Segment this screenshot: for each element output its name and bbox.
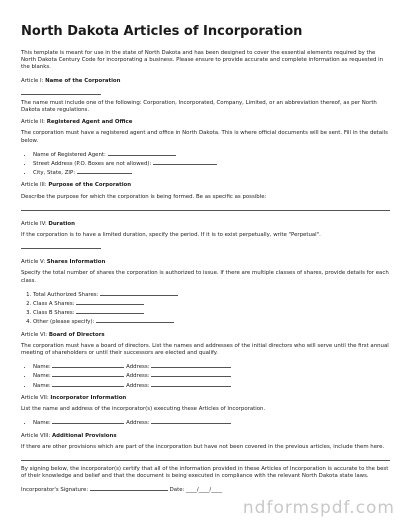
article-1-text: The name must include one of the following: Corporation, Incorporated, Company, Limited, or an abbreviation thereof, as per North Dakota state regulations. <box>21 99 377 114</box>
registered-agent-list <box>33 150 390 178</box>
class-a-shares-field[interactable] <box>76 299 144 305</box>
list-item: 3. Class B Shares: <box>33 308 390 317</box>
date-field[interactable]: ____/____/____ <box>186 487 223 494</box>
list-item: • Street Address (P.O. Boxes are not allowed): <box>33 159 390 168</box>
article-2-text: The corporation must have a registered agent and office in North Dakota. This is where official documents will be sent. Fill in the details below. <box>21 130 388 144</box>
incorporator-name-field[interactable] <box>52 418 124 424</box>
incorporator-list <box>33 418 390 427</box>
director-address-field[interactable] <box>151 362 231 368</box>
list-item: • City, State, ZIP: <box>33 168 390 177</box>
article-5-heading: Article V: Shares Information <box>21 259 106 266</box>
director-name-field[interactable] <box>52 362 124 368</box>
article-8-heading: Article VIII: Additional Provisions <box>21 432 117 439</box>
director-name-field[interactable] <box>52 381 124 387</box>
article-8-text: If there are other provisions which are part of the incorporation but have not been covered in the previous articles, include them here. <box>21 443 385 450</box>
article-5-text: Specify the total number of shares the corporation is authorized to issue. If there are multiple classes of shares, provide details for each class. <box>21 270 389 284</box>
signature-field[interactable] <box>90 485 168 491</box>
closing-statement: By signing below, the incorporator(s) certify that all of the information provided in these Articles of Incorporation is accurate to the best of their knowledge and belief and that the document is being executed in compliance with the relevant North Dakota state laws. <box>21 465 389 480</box>
other-shares-field[interactable] <box>96 317 174 323</box>
article-4-heading: Article IV: Duration <box>21 220 75 227</box>
list-item: • Name: Address: <box>33 418 390 427</box>
article-6-text: The corporation must have a board of directors. List the names and addresses of the initial directors who will serve until the first annual meeting of shareholders or until their successors are elected and qualify. <box>21 342 389 357</box>
article-7-heading: Article VII: Incorporator Information <box>21 394 127 401</box>
document-page <box>21 0 390 495</box>
list-item: 2. Class A Shares: <box>33 299 390 308</box>
list-item: 1. Total Authorized Shares: <box>33 290 390 299</box>
list-item: • Name: Address: <box>33 381 390 390</box>
class-b-shares-field[interactable] <box>76 308 144 314</box>
article-3-text: Describe the purpose for which the corporation is being formed. Be as specific as possible: <box>21 193 267 200</box>
list-item: • Name of Registered Agent: <box>33 150 390 159</box>
incorporator-address-field[interactable] <box>151 418 231 424</box>
list-item: 4. Other (please specify): <box>33 317 390 326</box>
document-title: North Dakota Articles of Incorporation <box>21 24 303 39</box>
director-address-field[interactable] <box>151 381 231 387</box>
article-3-heading: Article III: Purpose of the Corporation <box>21 182 132 189</box>
registered-agent-name-field[interactable] <box>108 150 176 156</box>
city-state-zip-field[interactable] <box>77 168 132 174</box>
article-6-heading: Article VI: Board of Directors <box>21 331 105 338</box>
list-item: • Name: Address: <box>33 371 390 380</box>
article-2-heading: Article II: Registered Agent and Office <box>21 119 133 126</box>
shares-list <box>33 290 390 327</box>
director-name-field[interactable] <box>52 371 124 377</box>
list-item: • Name: Address: <box>33 362 390 371</box>
signature-line: Incorporator's Signature: Date: ____/____/____ <box>21 487 223 494</box>
total-shares-field[interactable] <box>100 290 178 296</box>
article-1-heading: Article I: Name of the Corporation <box>21 77 121 84</box>
intro-text: This template is meant for use in the state of North Dakota and has been designed to cover the essential elements required by the North Dakota Century Code for incorporating a business. Please ensure to provide accurate and complete information as requested in the blanks. <box>21 50 384 71</box>
article-7-text: List the name and address of the incorporator(s) executing these Articles of Incorporation. <box>21 406 266 413</box>
watermark: ndformspdf.com <box>242 498 395 518</box>
directors-list <box>33 362 390 390</box>
street-address-field[interactable] <box>153 159 217 165</box>
article-4-text: If the corporation is to have a limited duration, specify the period. If it is to exist perpetually, write "Perpetual". <box>21 232 321 239</box>
director-address-field[interactable] <box>151 371 231 377</box>
